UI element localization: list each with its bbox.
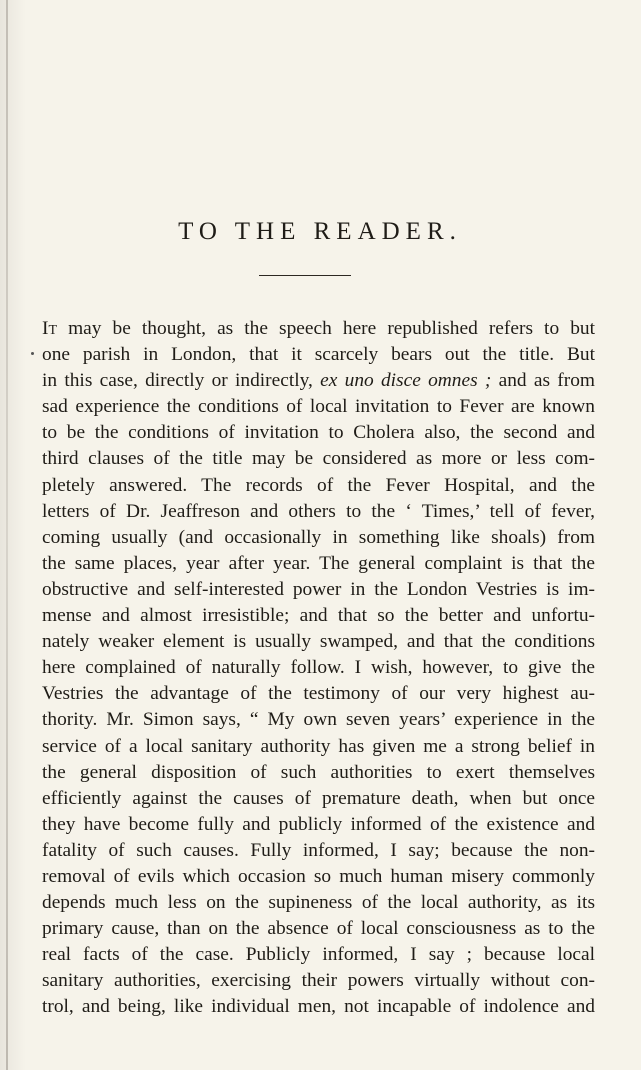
text-run: here complained of naturally follow. I wish, however, to give the: [42, 657, 595, 679]
text-run: primary cause, than on the absence of local consciousness as to the: [42, 918, 595, 940]
text-run: to be the conditions of invitation to Cholera also, the second and: [42, 422, 595, 444]
text-line: [42, 838, 595, 864]
text-run: the general disposition of such authorities to exert themselves: [42, 761, 595, 783]
text-run: in this case, directly or indirectly,: [42, 370, 321, 392]
text-line: [42, 342, 595, 368]
text-run: third clauses of the title may be considered as more or less com-: [42, 448, 595, 470]
title-rule: [259, 275, 351, 276]
text-line: [42, 655, 595, 681]
text-run: letters of Dr. Jeaffreson and others to the ‘ Times,’ tell of fever,: [42, 500, 595, 522]
text-line: [42, 577, 595, 603]
small-caps-word: It: [42, 318, 58, 339]
text-line: [42, 368, 595, 394]
text-line: [42, 734, 595, 760]
text-run: service of a local sanitary authority has given me a strong belief in: [42, 735, 595, 757]
text-line: [42, 473, 595, 499]
text-line: [42, 864, 595, 890]
italic-phrase: ex uno disce omnes ;: [320, 370, 492, 392]
text-run: trol, and being, like individual men, not incapable of indolence and: [42, 996, 595, 1018]
page-title: TO THE READER.: [178, 218, 462, 245]
text-run: one parish in London, that it scarcely bears out the title. But: [42, 344, 595, 366]
text-line: [42, 681, 595, 707]
text-line: [42, 525, 595, 551]
text-run: depends much less on the supineness of the local authority, as its: [42, 892, 595, 914]
text-run: thority. Mr. Simon says, “ My own seven years’ experience in the: [42, 709, 595, 731]
text-run: mense and almost irresistible; and that so the better and unfortu-: [42, 605, 595, 627]
text-line: [42, 629, 595, 655]
text-line: [42, 812, 595, 838]
text-run: sanitary authorities, exercising their powers virtually without con-: [42, 970, 595, 992]
margin-speck: [31, 352, 34, 355]
text-line: [42, 316, 595, 342]
text-line: [42, 786, 595, 812]
text-line: [42, 760, 595, 786]
text-run: they have become fully and publicly informed of the existence and: [42, 813, 595, 835]
text-run: and as from: [491, 370, 595, 392]
text-line: [42, 499, 595, 525]
text-run: fatality of such causes. Fully informed, I say; because the non-: [42, 839, 595, 861]
text-line: [42, 942, 595, 968]
text-line: [42, 603, 595, 629]
text-line: [42, 446, 595, 472]
text-line: [42, 994, 595, 1020]
text-line: [42, 420, 595, 446]
text-line: [42, 890, 595, 916]
text-run: sad experience the conditions of local invitation to Fever are known: [42, 396, 595, 418]
text-run: efficiently against the causes of premature death, when but once: [42, 787, 595, 809]
text-run: real facts of the case. Publicly informed, I say ; because local: [42, 944, 595, 966]
text-run: obstructive and self-interested power in the London Vestries is im-: [42, 578, 595, 600]
text-run: may be thought, as the speech here republished refers to but: [57, 318, 595, 339]
text-run: pletely answered. The records of the Fever Hospital, and the: [42, 474, 595, 496]
text-line: [42, 551, 595, 577]
text-line: [42, 394, 595, 420]
body-paragraph: [42, 316, 595, 1021]
text-line: [42, 916, 595, 942]
text-run: nately weaker element is usually swamped, and that the conditions: [42, 631, 595, 653]
text-line: [42, 707, 595, 733]
text-run: Vestries the advantage of the testimony of our very highest au-: [42, 683, 595, 705]
page-gutter-shadow: [6, 0, 8, 1070]
text-run: the same places, year after year. The general complaint is that the: [42, 552, 595, 574]
text-run: removal of evils which occasion so much human misery commonly: [42, 865, 595, 887]
text-line: [42, 968, 595, 994]
text-run: coming usually (and occasionally in something like shoals) from: [42, 526, 595, 548]
